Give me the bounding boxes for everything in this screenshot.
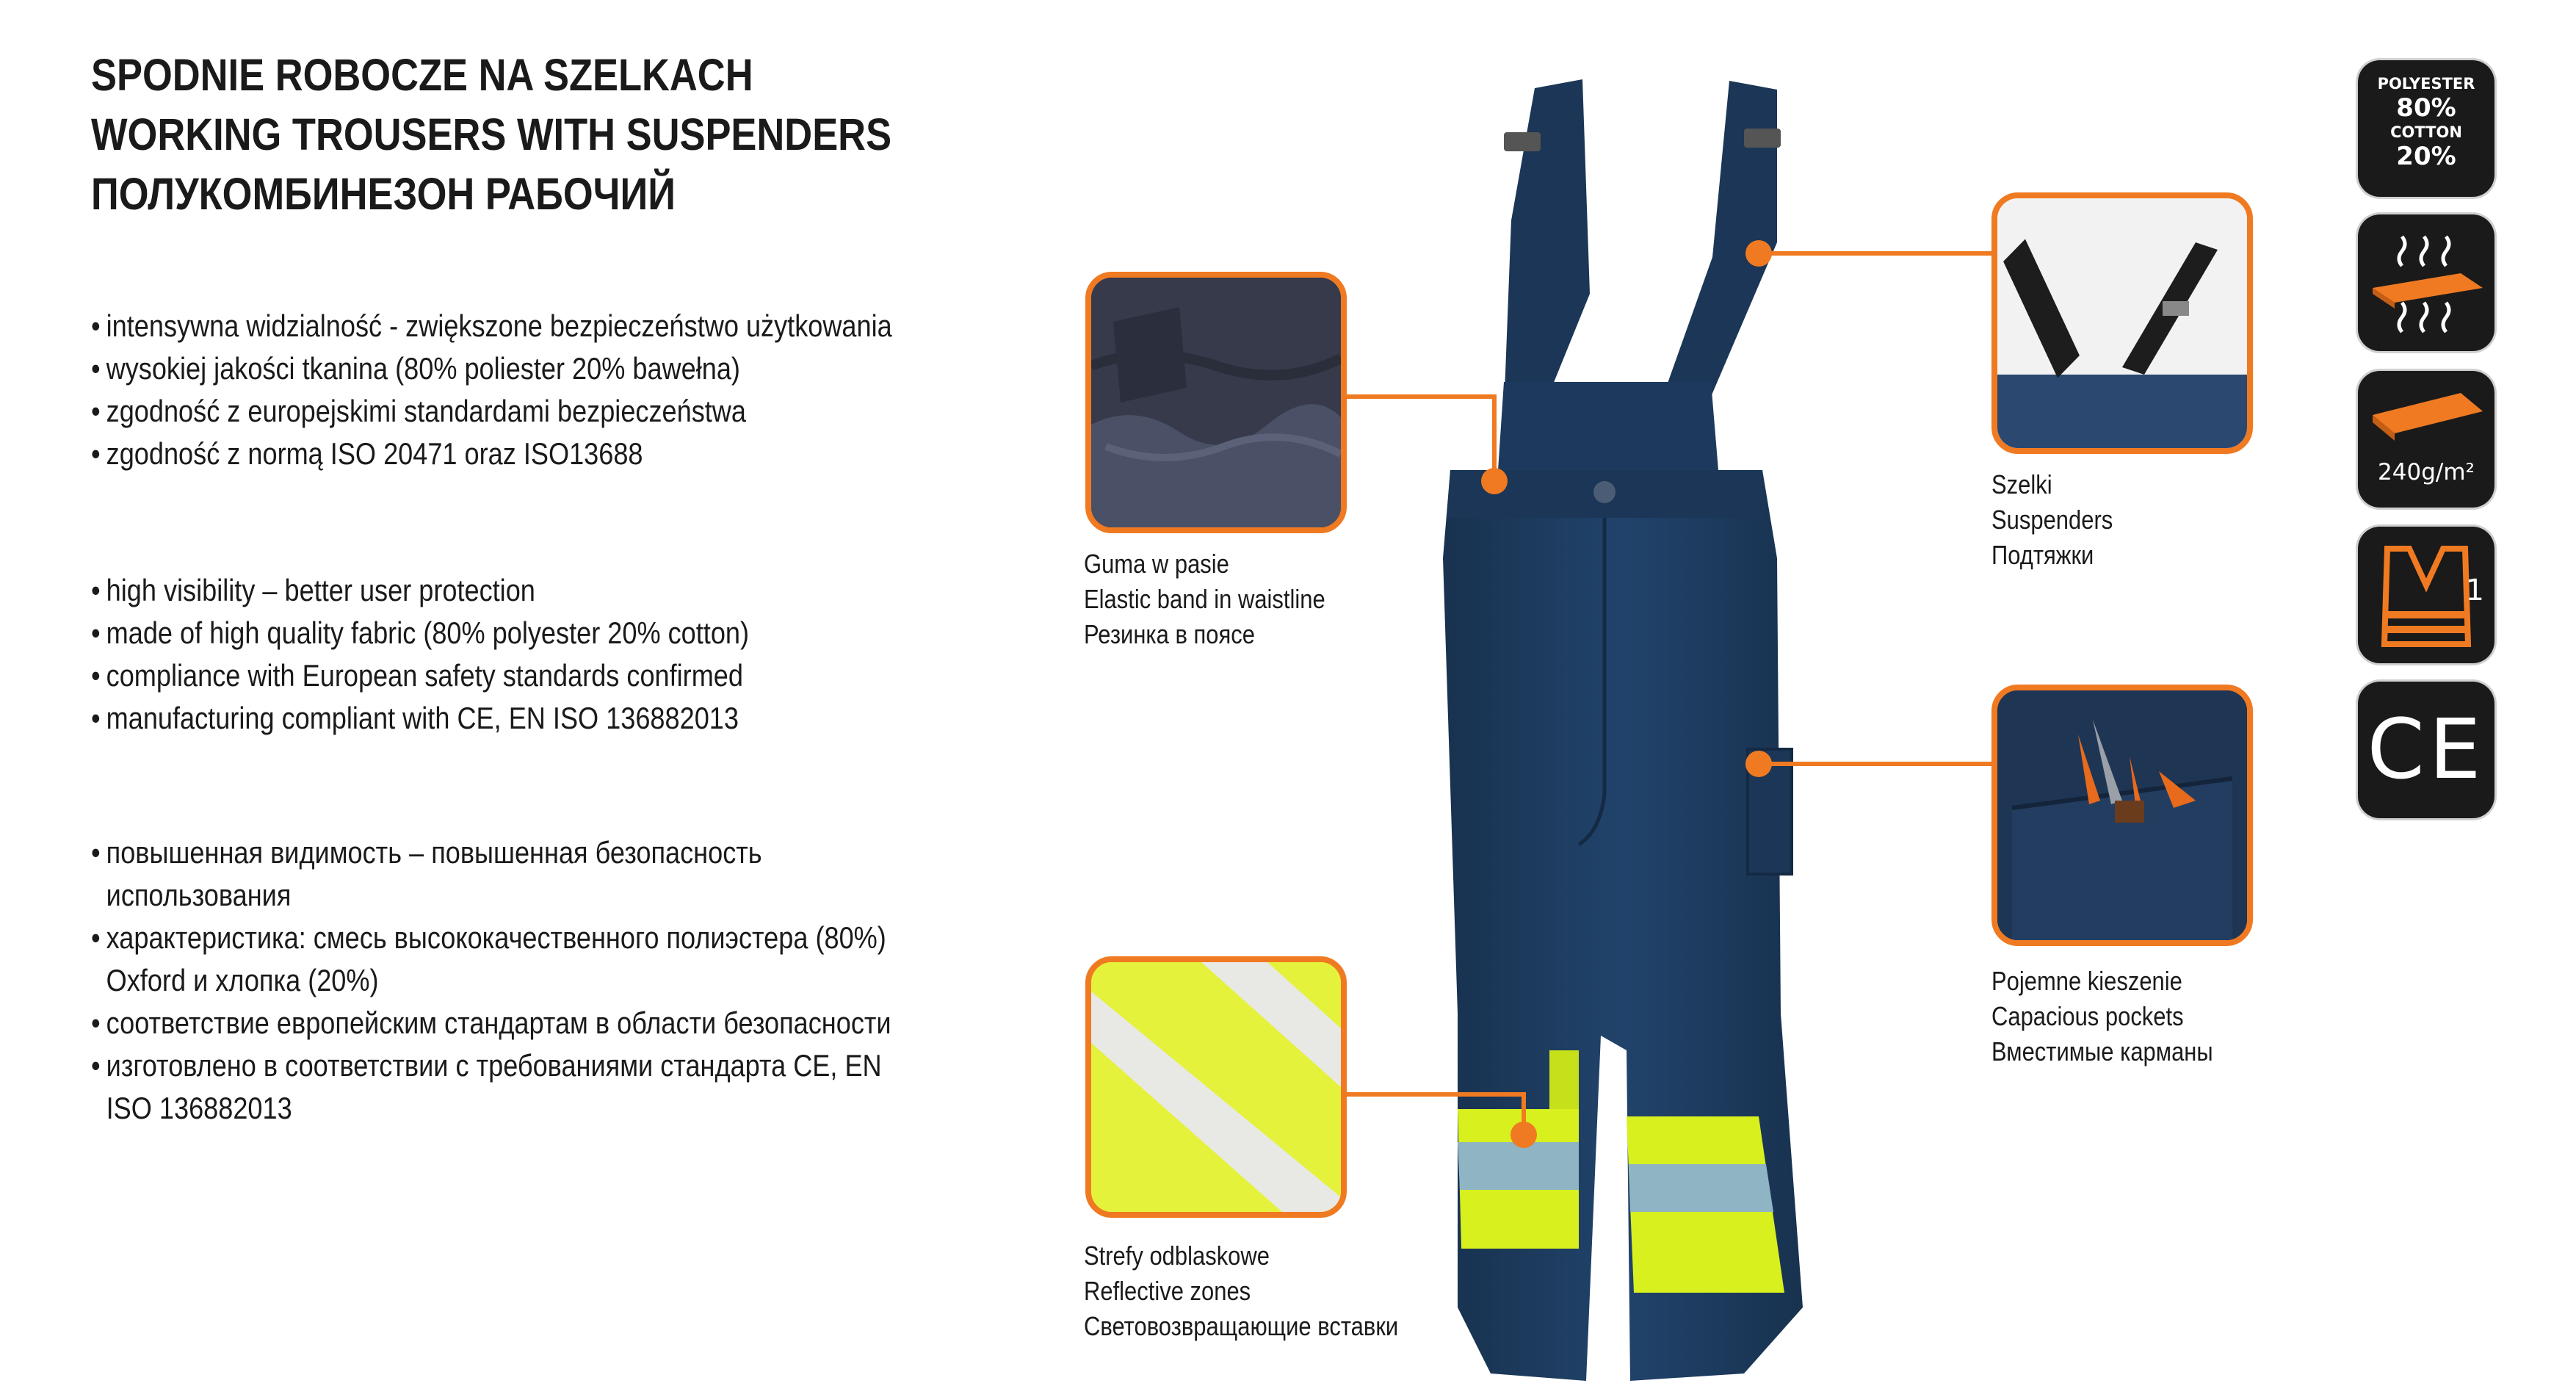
bullet-line: • повышенная видимость – повышенная безопасность (106, 835, 762, 870)
caption-line: Вместимые карманы (1991, 1036, 2213, 1066)
hivis-class-icon (2358, 527, 2494, 663)
bullet-line: • характеристика: смесь высококачественного полиэстера (80%) (106, 920, 886, 955)
bullet-item: • made of high quality fabric (80% polyester 20% cotton) (91, 612, 836, 654)
bullet-item: • intensywna widzialność - zwiększone bezpieczeństwo użytkowania (91, 305, 836, 347)
pockets-photo-graphic (1997, 690, 2247, 940)
trousers-bib (1498, 382, 1718, 470)
caption-suspenders (1991, 467, 2113, 573)
caption-line: Szelki (1991, 469, 2052, 499)
bullet-item: • manufacturing compliant with CE, EN ISO 136882013 (91, 697, 836, 740)
caption-line: Reflective zones (1084, 1276, 1251, 1306)
composition-icon (2358, 60, 2494, 197)
caption-reflective (1084, 1238, 1398, 1344)
bullet-line: • изготовлено в соответствии с требованиями стандарта CE, EN (106, 1048, 882, 1083)
caption-line: Capacious pockets (1991, 1001, 2184, 1031)
composition-value-cotton: 20% (2396, 142, 2456, 171)
bullet-item: • wysokiej jakości tkanina (80% poliester 20% bawełna) (91, 347, 836, 390)
composition-label-cotton: COTTON (2390, 123, 2462, 141)
caption-pockets (1991, 964, 2213, 1069)
bullet-line: • соответствие европейским стандартам в области безопасности (106, 1006, 891, 1040)
bullet-item: • compliance with European safety standards confirmed (91, 654, 836, 697)
title-en: WORKING TROUSERS WITH SUSPENDERS (91, 109, 892, 159)
hivis-class-number: 1 (2465, 574, 2484, 607)
bullet-line: ISO 136882013 (106, 1091, 292, 1125)
caption-line: Guma w pasie (1084, 549, 1229, 579)
breathable-fabric-icon (2358, 214, 2494, 351)
caption-line: Подтяжки (1991, 540, 2094, 570)
fabric-weight-icon (2358, 371, 2494, 508)
detail-photo-suspenders (1991, 192, 2253, 454)
caption-line: Резинка в поясе (1084, 619, 1255, 649)
detail-photo-pockets (1991, 685, 2253, 946)
bullet-item: • zgodność z europejskimi standardami bezpieczeństwa (91, 390, 836, 433)
bullet-line: использования (106, 878, 292, 912)
ce-mark-icon (2358, 682, 2494, 818)
composition-label-polyester: POLYESTER (2377, 75, 2475, 93)
bullet-item: • zgodność z normą ISO 20471 oraz ISO13688 (91, 433, 836, 475)
caption-line: Elastic band in waistline (1084, 584, 1325, 614)
caption-waist (1084, 546, 1325, 652)
bullet-line: Oxford и хлопка (20%) (106, 963, 379, 997)
caption-line: Pojemne kieszenie (1991, 966, 2182, 996)
waist-photo-graphic (1091, 278, 1341, 527)
bullet-item: • high visibility – better user protection (91, 569, 836, 612)
fabric-weight-graphic (2358, 371, 2494, 459)
title-pl: SPODNIE ROBOCZE NA SZELKACH (91, 50, 753, 100)
fabric-weight-value: 240g/m² (2378, 459, 2475, 485)
composition-value-polyester: 80% (2396, 93, 2456, 123)
title-ru: ПОЛУКОМБИНЕЗОН РАБОЧИЙ (91, 169, 676, 219)
ce-mark-text: CE (2367, 702, 2486, 798)
suspenders-photo-graphic (1997, 198, 2247, 448)
detail-photo-waist (1085, 272, 1347, 533)
breathable-fabric-graphic (2358, 214, 2494, 351)
detail-photo-reflective (1085, 956, 1347, 1218)
caption-line: Strefy odblaskowe (1084, 1241, 1270, 1271)
reflective-photo-graphic (1091, 962, 1341, 1212)
caption-line: Suspenders (1991, 505, 2113, 535)
caption-line: Световозвращающие вставки (1084, 1311, 1399, 1341)
